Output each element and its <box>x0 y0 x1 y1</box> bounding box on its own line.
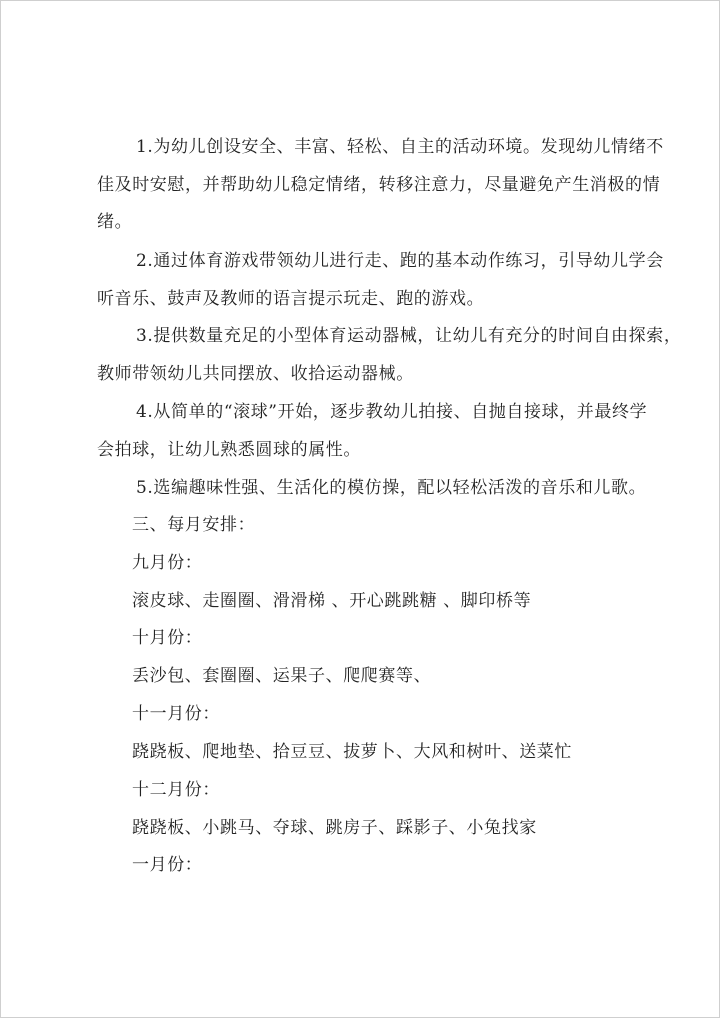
month-activities-september: 滚皮球、走圈圈、滑滑梯 、开心跳跳糖 、脚印桥等 <box>132 591 532 611</box>
paragraph-1-line-3: 绪。 <box>97 212 133 232</box>
paragraph-3-line-1: 3.提供数量充足的小型体育运动器械，让幼儿有充分的时间自由探索， <box>136 326 682 346</box>
month-activities-december: 跷跷板、小跳马、夺球、跳房子、踩影子、小兔找家 <box>132 818 537 838</box>
month-activities-october: 丢沙包、套圈圈、运果子、爬爬赛等、 <box>132 666 432 686</box>
month-activities-november: 跷跷板、爬地垫、拾豆豆、拔萝卜、大风和树叶、送菜忙 <box>132 742 572 762</box>
paragraph-1-line-1: 1.为幼儿创设安全、丰富、轻松、自主的活动环境。发现幼儿情绪不 <box>136 137 664 157</box>
month-label-november: 十一月份： <box>132 704 220 724</box>
paragraph-1-line-2: 佳及时安慰，并帮助幼儿稳定情绪，转移注意力，尽量避免产生消极的情 <box>97 175 661 195</box>
paragraph-4-line-1: 4.从简单的“滚球”开始，逐步教幼儿拍接、自抛自接球，并最终学 <box>136 402 648 422</box>
paragraph-2-line-1: 2.通过体育游戏带领幼儿进行走、跑的基本动作练习，引导幼儿学会 <box>136 251 664 271</box>
paragraph-3-line-2: 教师带领幼儿共同摆放、收拾运动器械。 <box>97 364 414 384</box>
month-label-december: 十二月份： <box>132 780 220 800</box>
month-label-september: 九月份： <box>132 553 203 573</box>
month-label-january: 一月份： <box>132 855 203 875</box>
paragraph-4-line-2: 会拍球，让幼儿熟悉圆球的属性。 <box>97 440 361 460</box>
paragraph-2-line-2: 听音乐、鼓声及教师的语言提示玩走、跑的游戏。 <box>97 289 485 309</box>
section-heading: 三、每月安排： <box>132 515 256 535</box>
month-label-october: 十月份： <box>132 628 203 648</box>
paragraph-5-line-1: 5.选编趣味性强、生活化的模仿操，配以轻松活泼的音乐和儿歌。 <box>136 478 647 498</box>
